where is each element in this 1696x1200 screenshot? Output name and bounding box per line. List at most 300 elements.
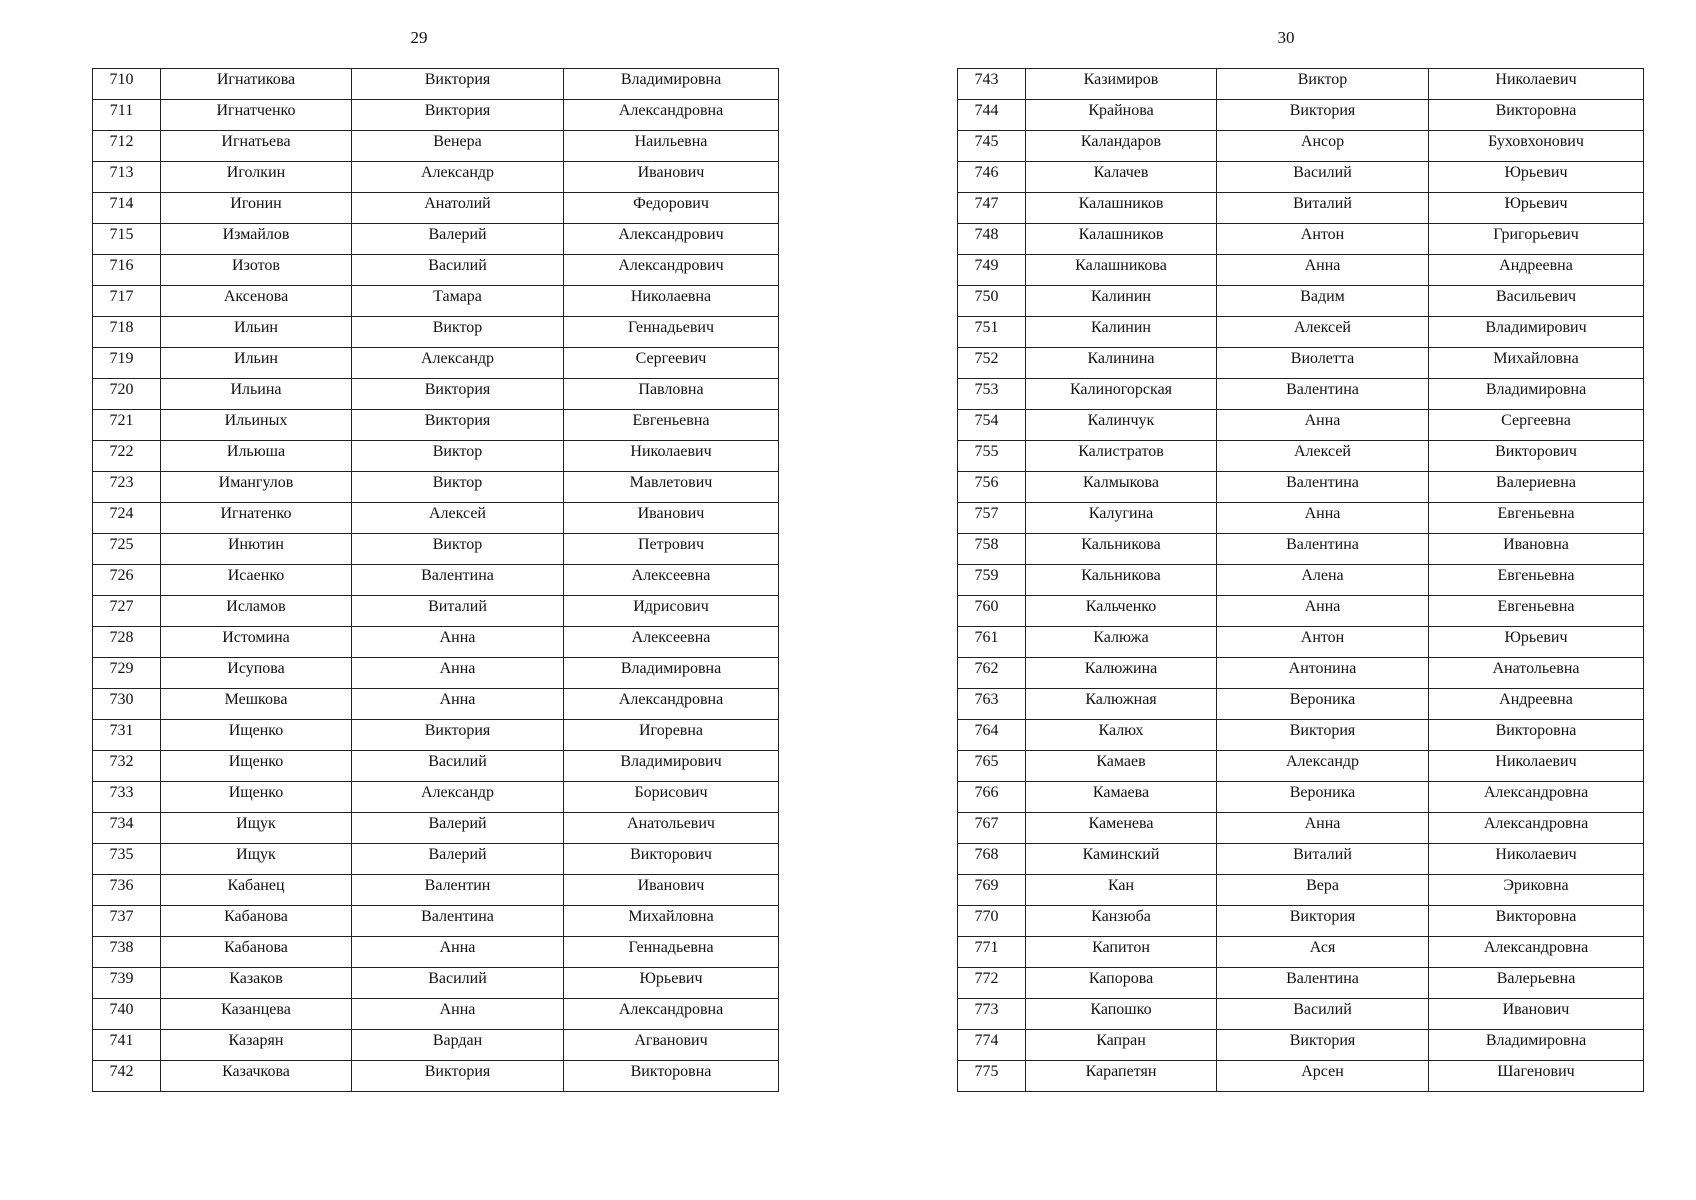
row-number-cell: 735: [93, 844, 161, 875]
last-name-cell: Калинин: [1026, 286, 1217, 317]
patronymic-cell: Александровна: [1429, 937, 1644, 968]
first-name-cell: Виктория: [1217, 906, 1429, 937]
table-row: [93, 441, 779, 472]
last-name-cell: Имангулов: [161, 472, 352, 503]
last-name-cell: Ищук: [161, 813, 352, 844]
table-row: [93, 720, 779, 751]
table-row: [958, 813, 1644, 844]
table-row: [93, 100, 779, 131]
first-name-cell: Валентина: [352, 565, 564, 596]
patronymic-cell: Владимировна: [564, 69, 779, 100]
patronymic-cell: Юрьевич: [1429, 162, 1644, 193]
last-name-cell: Калистратов: [1026, 441, 1217, 472]
row-number-cell: 760: [958, 596, 1026, 627]
table-row: [958, 1030, 1644, 1061]
first-name-cell: Василий: [352, 751, 564, 782]
first-name-cell: Анна: [1217, 813, 1429, 844]
table-row: [958, 782, 1644, 813]
row-number-cell: 723: [93, 472, 161, 503]
row-number-cell: 774: [958, 1030, 1026, 1061]
row-number-cell: 749: [958, 255, 1026, 286]
table-row: [958, 627, 1644, 658]
patronymic-cell: Викторовна: [564, 1061, 779, 1092]
patronymic-cell: Александровна: [1429, 813, 1644, 844]
first-name-cell: Виктор: [352, 441, 564, 472]
last-name-cell: Каландаров: [1026, 131, 1217, 162]
first-name-cell: Анна: [1217, 410, 1429, 441]
patronymic-cell: Владимировна: [1429, 1030, 1644, 1061]
last-name-cell: Исаенко: [161, 565, 352, 596]
table-row: [93, 689, 779, 720]
first-name-cell: Валерий: [352, 813, 564, 844]
first-name-cell: Виолетта: [1217, 348, 1429, 379]
first-name-cell: Виктория: [1217, 1030, 1429, 1061]
first-name-cell: Анатолий: [352, 193, 564, 224]
last-name-cell: Канзюба: [1026, 906, 1217, 937]
last-name-cell: Калинин: [1026, 317, 1217, 348]
row-number-cell: 718: [93, 317, 161, 348]
last-name-cell: Казанцева: [161, 999, 352, 1030]
table-row: [93, 596, 779, 627]
last-name-cell: Аксенова: [161, 286, 352, 317]
first-name-cell: Валентина: [1217, 379, 1429, 410]
row-number-cell: 729: [93, 658, 161, 689]
row-number-cell: 738: [93, 937, 161, 968]
first-name-cell: Алексей: [352, 503, 564, 534]
last-name-cell: Казаков: [161, 968, 352, 999]
last-name-cell: Ильиных: [161, 410, 352, 441]
table-row: [93, 627, 779, 658]
last-name-cell: Каменева: [1026, 813, 1217, 844]
last-name-cell: Игнатченко: [161, 100, 352, 131]
patronymic-cell: Иванович: [1429, 999, 1644, 1030]
table-row: [93, 906, 779, 937]
last-name-cell: Измайлов: [161, 224, 352, 255]
row-number-cell: 720: [93, 379, 161, 410]
patronymic-cell: Иванович: [564, 875, 779, 906]
first-name-cell: Анна: [1217, 255, 1429, 286]
row-number-cell: 746: [958, 162, 1026, 193]
first-name-cell: Виталий: [352, 596, 564, 627]
patronymic-cell: Викторович: [564, 844, 779, 875]
table-row: [93, 999, 779, 1030]
last-name-cell: Камаев: [1026, 751, 1217, 782]
row-number-cell: 717: [93, 286, 161, 317]
row-number-cell: 721: [93, 410, 161, 441]
first-name-cell: Виктория: [352, 410, 564, 441]
row-number-cell: 713: [93, 162, 161, 193]
table-row: [93, 844, 779, 875]
first-name-cell: Валентина: [1217, 968, 1429, 999]
patronymic-cell: Алексеевна: [564, 627, 779, 658]
table-row: [958, 69, 1644, 100]
patronymic-cell: Эриковна: [1429, 875, 1644, 906]
table-row: [958, 441, 1644, 472]
first-name-cell: Валентина: [1217, 534, 1429, 565]
row-number-cell: 768: [958, 844, 1026, 875]
patronymic-cell: Юрьевич: [1429, 193, 1644, 224]
row-number-cell: 762: [958, 658, 1026, 689]
first-name-cell: Виктория: [352, 1061, 564, 1092]
table-row: [958, 472, 1644, 503]
first-name-cell: Венера: [352, 131, 564, 162]
first-name-cell: Виктория: [1217, 720, 1429, 751]
first-name-cell: Василий: [1217, 999, 1429, 1030]
first-name-cell: Виталий: [1217, 193, 1429, 224]
row-number-cell: 712: [93, 131, 161, 162]
table-row: [93, 69, 779, 100]
patronymic-cell: Петрович: [564, 534, 779, 565]
first-name-cell: Анна: [352, 627, 564, 658]
table-row: [93, 968, 779, 999]
first-name-cell: Виктория: [352, 379, 564, 410]
last-name-cell: Казачкова: [161, 1061, 352, 1092]
table-row: [93, 131, 779, 162]
row-number-cell: 750: [958, 286, 1026, 317]
table-row: [958, 751, 1644, 782]
table-row: [958, 999, 1644, 1030]
patronymic-cell: Андреевна: [1429, 255, 1644, 286]
last-name-cell: Инютин: [161, 534, 352, 565]
first-name-cell: Вадим: [1217, 286, 1429, 317]
last-name-cell: Калашников: [1026, 224, 1217, 255]
table-row: [93, 813, 779, 844]
first-name-cell: Виктор: [352, 317, 564, 348]
table-row: [93, 503, 779, 534]
last-name-cell: Ильин: [161, 317, 352, 348]
patronymic-cell: Николаевич: [564, 441, 779, 472]
patronymic-cell: Агванович: [564, 1030, 779, 1061]
first-name-cell: Виктор: [352, 534, 564, 565]
patronymic-cell: Павловна: [564, 379, 779, 410]
row-number-cell: 730: [93, 689, 161, 720]
page-number: 30: [1277, 28, 1295, 47]
first-name-cell: Арсен: [1217, 1061, 1429, 1092]
first-name-cell: Анна: [352, 999, 564, 1030]
row-number-cell: 743: [958, 69, 1026, 100]
table-row: [958, 348, 1644, 379]
row-number-cell: 747: [958, 193, 1026, 224]
row-number-cell: 748: [958, 224, 1026, 255]
table-row: [93, 379, 779, 410]
last-name-cell: Ищенко: [161, 751, 352, 782]
row-number-cell: 767: [958, 813, 1026, 844]
patronymic-cell: Анатольевич: [564, 813, 779, 844]
last-name-cell: Капорова: [1026, 968, 1217, 999]
patronymic-cell: Геннадьевич: [564, 317, 779, 348]
patronymic-cell: Михайловна: [564, 906, 779, 937]
table-row: [93, 1061, 779, 1092]
first-name-cell: Анна: [352, 937, 564, 968]
patronymic-cell: Александрович: [564, 224, 779, 255]
patronymic-cell: Николаевич: [1429, 69, 1644, 100]
first-name-cell: Валерий: [352, 844, 564, 875]
patronymic-cell: Владимировна: [564, 658, 779, 689]
row-number-cell: 753: [958, 379, 1026, 410]
patronymic-cell: Андреевна: [1429, 689, 1644, 720]
table-row: [958, 317, 1644, 348]
patronymic-cell: Александровна: [564, 689, 779, 720]
table-row: [958, 658, 1644, 689]
row-number-cell: 771: [958, 937, 1026, 968]
table-row: [93, 286, 779, 317]
last-name-cell: Кан: [1026, 875, 1217, 906]
first-name-cell: Александр: [352, 348, 564, 379]
first-name-cell: Антон: [1217, 224, 1429, 255]
last-name-cell: Калашникова: [1026, 255, 1217, 286]
first-name-cell: Вера: [1217, 875, 1429, 906]
patronymic-cell: Григорьевич: [1429, 224, 1644, 255]
roster-table: [92, 68, 779, 1092]
row-number-cell: 716: [93, 255, 161, 286]
patronymic-cell: Евгеньевна: [1429, 596, 1644, 627]
last-name-cell: Казарян: [161, 1030, 352, 1061]
row-number-cell: 710: [93, 69, 161, 100]
first-name-cell: Алена: [1217, 565, 1429, 596]
last-name-cell: Калюх: [1026, 720, 1217, 751]
patronymic-cell: Анатольевна: [1429, 658, 1644, 689]
row-number-cell: 773: [958, 999, 1026, 1030]
first-name-cell: Алексей: [1217, 317, 1429, 348]
table-row: [958, 906, 1644, 937]
last-name-cell: Кабанова: [161, 937, 352, 968]
row-number-cell: 770: [958, 906, 1026, 937]
patronymic-cell: Николаевич: [1429, 844, 1644, 875]
row-number-cell: 763: [958, 689, 1026, 720]
last-name-cell: Калашников: [1026, 193, 1217, 224]
table-row: [958, 875, 1644, 906]
table-row: [93, 937, 779, 968]
last-name-cell: Ищук: [161, 844, 352, 875]
first-name-cell: Антон: [1217, 627, 1429, 658]
table-row: [93, 565, 779, 596]
first-name-cell: Валентин: [352, 875, 564, 906]
patronymic-cell: Викторовна: [1429, 100, 1644, 131]
first-name-cell: Анна: [1217, 596, 1429, 627]
last-name-cell: Капитон: [1026, 937, 1217, 968]
first-name-cell: Антонина: [1217, 658, 1429, 689]
row-number-cell: 736: [93, 875, 161, 906]
last-name-cell: Калюжа: [1026, 627, 1217, 658]
row-number-cell: 769: [958, 875, 1026, 906]
last-name-cell: Игонин: [161, 193, 352, 224]
table-row: [93, 348, 779, 379]
patronymic-cell: Иванович: [564, 162, 779, 193]
patronymic-cell: Александровна: [564, 999, 779, 1030]
table-row: [958, 286, 1644, 317]
patronymic-cell: Юрьевич: [564, 968, 779, 999]
row-number-cell: 761: [958, 627, 1026, 658]
patronymic-cell: Викторовна: [1429, 906, 1644, 937]
row-number-cell: 741: [93, 1030, 161, 1061]
first-name-cell: Виктория: [352, 720, 564, 751]
patronymic-cell: Николаевич: [1429, 751, 1644, 782]
first-name-cell: Александр: [1217, 751, 1429, 782]
last-name-cell: Мешкова: [161, 689, 352, 720]
patronymic-cell: Евгеньевна: [564, 410, 779, 441]
table-row: [958, 937, 1644, 968]
table-row: [958, 224, 1644, 255]
table-row: [958, 131, 1644, 162]
patronymic-cell: Александрович: [564, 255, 779, 286]
table-row: [93, 410, 779, 441]
table-row: [958, 844, 1644, 875]
table-row: [93, 317, 779, 348]
row-number-cell: 727: [93, 596, 161, 627]
patronymic-cell: Алексеевна: [564, 565, 779, 596]
first-name-cell: Тамара: [352, 286, 564, 317]
last-name-cell: Истомина: [161, 627, 352, 658]
last-name-cell: Изотов: [161, 255, 352, 286]
table-row: [93, 751, 779, 782]
first-name-cell: Александр: [352, 162, 564, 193]
row-number-cell: 715: [93, 224, 161, 255]
table-row: [958, 410, 1644, 441]
patronymic-cell: Николаевна: [564, 286, 779, 317]
last-name-cell: Каминский: [1026, 844, 1217, 875]
patronymic-cell: Юрьевич: [1429, 627, 1644, 658]
table-row: [958, 379, 1644, 410]
first-name-cell: Виктор: [352, 472, 564, 503]
row-number-cell: 722: [93, 441, 161, 472]
row-number-cell: 739: [93, 968, 161, 999]
first-name-cell: Виктория: [352, 100, 564, 131]
table-row: [93, 255, 779, 286]
row-number-cell: 765: [958, 751, 1026, 782]
table-row: [958, 565, 1644, 596]
row-number-cell: 744: [958, 100, 1026, 131]
last-name-cell: Исупова: [161, 658, 352, 689]
table-row: [93, 193, 779, 224]
first-name-cell: Анна: [352, 689, 564, 720]
patronymic-cell: Игоревна: [564, 720, 779, 751]
last-name-cell: Игнатенко: [161, 503, 352, 534]
row-number-cell: 725: [93, 534, 161, 565]
row-number-cell: 726: [93, 565, 161, 596]
patronymic-cell: Евгеньевна: [1429, 503, 1644, 534]
last-name-cell: Игнатикова: [161, 69, 352, 100]
roster-table: [957, 68, 1644, 1092]
last-name-cell: Кальникова: [1026, 534, 1217, 565]
last-name-cell: Карапетян: [1026, 1061, 1217, 1092]
last-name-cell: Кабанец: [161, 875, 352, 906]
row-number-cell: 755: [958, 441, 1026, 472]
table-row: [958, 1061, 1644, 1092]
patronymic-cell: Сергеевич: [564, 348, 779, 379]
last-name-cell: Калиногорская: [1026, 379, 1217, 410]
row-number-cell: 740: [93, 999, 161, 1030]
last-name-cell: Ильин: [161, 348, 352, 379]
patronymic-cell: Иванович: [564, 503, 779, 534]
last-name-cell: Ищенко: [161, 782, 352, 813]
first-name-cell: Виталий: [1217, 844, 1429, 875]
patronymic-cell: Александровна: [564, 100, 779, 131]
table-row: [958, 689, 1644, 720]
first-name-cell: Виктория: [1217, 100, 1429, 131]
row-number-cell: 711: [93, 100, 161, 131]
patronymic-cell: Идрисович: [564, 596, 779, 627]
patronymic-cell: Буховхонович: [1429, 131, 1644, 162]
table-row: [93, 534, 779, 565]
table-row: [958, 100, 1644, 131]
last-name-cell: Калмыкова: [1026, 472, 1217, 503]
row-number-cell: 742: [93, 1061, 161, 1092]
table-row: [958, 720, 1644, 751]
first-name-cell: Ансор: [1217, 131, 1429, 162]
first-name-cell: Валентина: [352, 906, 564, 937]
patronymic-cell: Михайловна: [1429, 348, 1644, 379]
row-number-cell: 714: [93, 193, 161, 224]
first-name-cell: Вардан: [352, 1030, 564, 1061]
row-number-cell: 737: [93, 906, 161, 937]
table-row: [93, 162, 779, 193]
last-name-cell: Калинчук: [1026, 410, 1217, 441]
first-name-cell: Валентина: [1217, 472, 1429, 503]
table-row: [958, 162, 1644, 193]
last-name-cell: Калинина: [1026, 348, 1217, 379]
table-row: [958, 968, 1644, 999]
last-name-cell: Казимиров: [1026, 69, 1217, 100]
row-number-cell: 732: [93, 751, 161, 782]
row-number-cell: 775: [958, 1061, 1026, 1092]
row-number-cell: 728: [93, 627, 161, 658]
row-number-cell: 745: [958, 131, 1026, 162]
last-name-cell: Игнатьева: [161, 131, 352, 162]
row-number-cell: 751: [958, 317, 1026, 348]
patronymic-cell: Шагенович: [1429, 1061, 1644, 1092]
first-name-cell: Валерий: [352, 224, 564, 255]
row-number-cell: 719: [93, 348, 161, 379]
last-name-cell: Крайнова: [1026, 100, 1217, 131]
patronymic-cell: Викторович: [1429, 441, 1644, 472]
last-name-cell: Кальченко: [1026, 596, 1217, 627]
patronymic-cell: Мавлетович: [564, 472, 779, 503]
last-name-cell: Калюжная: [1026, 689, 1217, 720]
patronymic-cell: Евгеньевна: [1429, 565, 1644, 596]
table-row: [958, 255, 1644, 286]
patronymic-cell: Борисович: [564, 782, 779, 813]
row-number-cell: 772: [958, 968, 1026, 999]
last-name-cell: Камаева: [1026, 782, 1217, 813]
patronymic-cell: Федорович: [564, 193, 779, 224]
patronymic-cell: Владимировна: [1429, 379, 1644, 410]
first-name-cell: Василий: [1217, 162, 1429, 193]
table-row: [93, 875, 779, 906]
row-number-cell: 734: [93, 813, 161, 844]
first-name-cell: Виктория: [352, 69, 564, 100]
table-row: [958, 193, 1644, 224]
row-number-cell: 758: [958, 534, 1026, 565]
patronymic-cell: Валерьевна: [1429, 968, 1644, 999]
row-number-cell: 764: [958, 720, 1026, 751]
row-number-cell: 731: [93, 720, 161, 751]
row-number-cell: 754: [958, 410, 1026, 441]
row-number-cell: 752: [958, 348, 1026, 379]
last-name-cell: Ильина: [161, 379, 352, 410]
row-number-cell: 766: [958, 782, 1026, 813]
table-row: [93, 472, 779, 503]
row-number-cell: 757: [958, 503, 1026, 534]
table-row: [93, 224, 779, 255]
first-name-cell: Вероника: [1217, 689, 1429, 720]
last-name-cell: Калюжина: [1026, 658, 1217, 689]
page-number: 29: [410, 28, 428, 47]
table-row: [93, 658, 779, 689]
first-name-cell: Александр: [352, 782, 564, 813]
first-name-cell: Василий: [352, 968, 564, 999]
patronymic-cell: Сергеевна: [1429, 410, 1644, 441]
last-name-cell: Исламов: [161, 596, 352, 627]
